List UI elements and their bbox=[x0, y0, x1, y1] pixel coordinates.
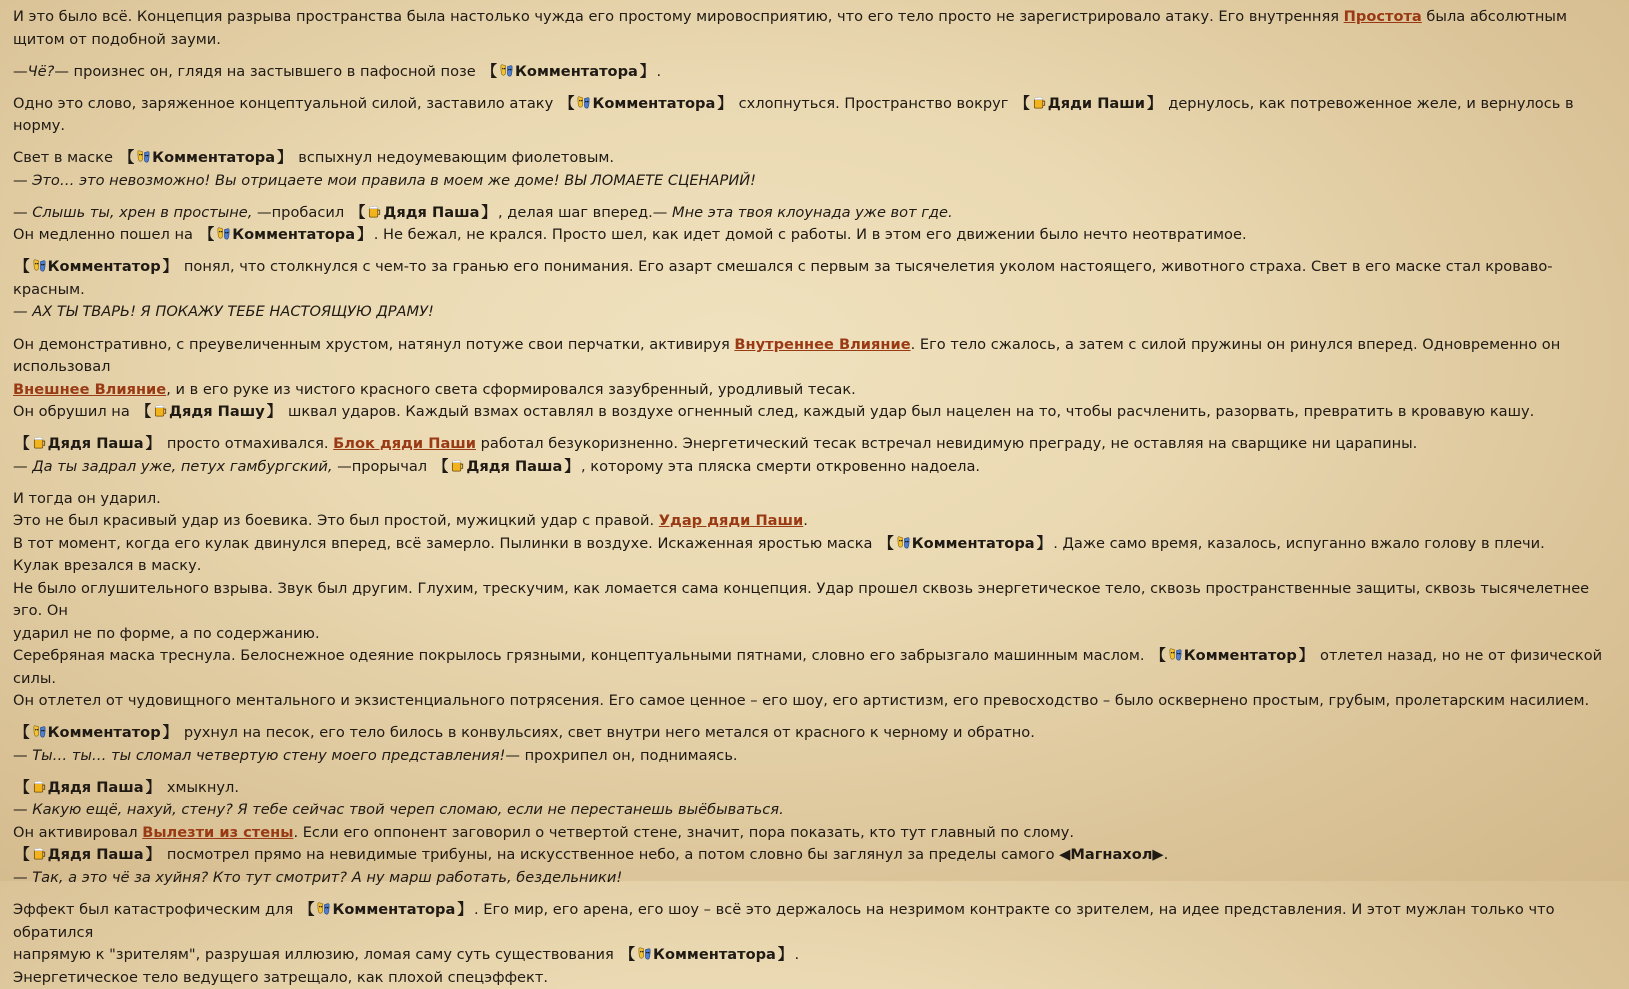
text-run: вспыхнул недоумевающим фиолетовым. bbox=[293, 149, 615, 167]
character-tag-pasha[interactable] bbox=[1013, 95, 1163, 112]
text-line: ударил не по форме, а по содержанию. bbox=[13, 624, 320, 642]
mask-icon bbox=[216, 226, 231, 241]
bracket-close: 】 bbox=[1036, 534, 1052, 552]
text-run: была абсолютным щитом от подобной зауми. bbox=[13, 8, 1567, 48]
bracket-open: 【 bbox=[1015, 94, 1030, 112]
bracket-close: 】 bbox=[777, 946, 793, 964]
paragraph bbox=[13, 147, 1617, 192]
character-name: Дядя Паша bbox=[47, 778, 144, 796]
dialogue-quote: — Слышь ты, хрен в простыне, bbox=[13, 203, 258, 221]
bracket-open: 【 bbox=[199, 226, 215, 244]
dialogue-quote: — Да ты задрал уже, петух гамбургский, bbox=[13, 457, 338, 475]
bracket-close: 】 bbox=[1146, 94, 1162, 112]
character-tag-commentator[interactable] bbox=[298, 901, 474, 918]
character-tag-commentator[interactable] bbox=[118, 149, 294, 166]
text-run: —прорычал bbox=[337, 457, 432, 475]
text-line: Он отлетел от чудовищного ментального и экзистенциального потрясения. Его самое ценное – его шоу, его артистизм, его превосходство – было осквернено простым, грубым, пролетарским насилием. bbox=[13, 692, 1590, 710]
magnahol-tag: ◀Магнахол▶ bbox=[1059, 846, 1164, 864]
character-tag-commentator[interactable] bbox=[198, 226, 374, 243]
dialogue-quote: — Мне эта твоя клоунада уже вот где. bbox=[652, 203, 953, 221]
character-name: Комментатора bbox=[515, 62, 638, 80]
paragraph bbox=[13, 6, 1617, 51]
mask-icon bbox=[136, 149, 151, 164]
character-name: Комментатора bbox=[152, 149, 276, 167]
bracket-open: 【 bbox=[879, 534, 894, 552]
text-run: . bbox=[794, 946, 800, 964]
character-tag-pasha[interactable] bbox=[13, 435, 162, 452]
character-name: Комментатора bbox=[332, 901, 456, 919]
text-run: . bbox=[656, 62, 662, 80]
character-name: Комментатора bbox=[592, 94, 716, 112]
text-run: — bbox=[13, 62, 28, 80]
bracket-open: 【 bbox=[15, 778, 30, 796]
character-name: Комментатора bbox=[653, 946, 776, 964]
text-line: И тогда он ударил. bbox=[13, 489, 161, 507]
text-run: Свет в маске bbox=[13, 149, 118, 167]
text-run: В тот момент, когда его кулак двинулся вперед, всё замерло. Пылинки в воздухе. Искаженная яростью маска bbox=[13, 534, 878, 552]
text-line: Не было оглушительного взрыва. Звук был другим. Глухим, трескучим, как ломается сама концепция. Удар прошел сквозь энергетическое тело, сквозь пространственные защиты, сквозь тысячелетнее эго. Он bbox=[13, 579, 1590, 620]
beer-mug-icon bbox=[1032, 95, 1047, 110]
text-run: Он демонстративно, с преувеличенным хрустом, натянул потуже свои перчатки, активируя bbox=[13, 335, 735, 353]
text-run: . bbox=[1163, 846, 1169, 864]
character-tag-pasha[interactable] bbox=[13, 779, 162, 796]
character-tag-pasha[interactable] bbox=[134, 403, 283, 420]
bracket-close: 】 bbox=[162, 258, 178, 276]
character-tag-commentator[interactable] bbox=[618, 946, 794, 963]
dialogue-quote: — Ты… ты… ты сломал четвертую стену моего представления! bbox=[13, 746, 506, 764]
bracket-open: 【 bbox=[482, 62, 497, 80]
bracket-open: 【 bbox=[1151, 647, 1166, 665]
character-name: Комментатор bbox=[47, 724, 161, 742]
text-run: Эффект был катастрофическим для bbox=[13, 901, 298, 919]
text-run: Он активировал bbox=[13, 823, 143, 841]
paragraph bbox=[13, 256, 1617, 324]
character-tag-pasha[interactable] bbox=[432, 458, 581, 475]
bracket-close: 】 bbox=[481, 203, 497, 221]
character-name: Дядя Пашу bbox=[169, 403, 265, 421]
text-run: понял, что столкнулся с чем-то за гранью его понимания. Его азарт смешался с первым за тысячелетия уколом настоящего, животного страха. Свет в его маске стал кроваво-красным. bbox=[13, 258, 1553, 298]
text-run: отлетел назад, но не от физической силы. bbox=[13, 647, 1603, 687]
beer-mug-icon bbox=[32, 846, 47, 861]
mask-icon bbox=[576, 95, 591, 110]
text-run: , делая шаг вперед. bbox=[498, 203, 653, 221]
skill-link-prostota[interactable]: Простота bbox=[1343, 8, 1422, 25]
text-run: Одно это слово, заряженное концептуальной силой, заставило атаку bbox=[13, 94, 558, 112]
character-name: Комментатор bbox=[1183, 647, 1297, 665]
beer-mug-icon bbox=[32, 779, 47, 794]
text-line: Энергетическое тело ведущего затрещало, как плохой спецэффект. bbox=[13, 968, 548, 986]
dialogue-quote: — Это… это невозможно! Вы отрицаете мои правила в моем же доме! ВЫ ЛОМАЕТЕ СЦЕНАРИЙ! bbox=[13, 171, 757, 189]
bracket-close: 】 bbox=[145, 435, 161, 453]
paragraph bbox=[13, 722, 1617, 767]
text-run: посмотрел прямо на невидимые трибуны, на искусственное небо, а потом словно бы заглянул за пределы самого bbox=[162, 846, 1060, 864]
text-run: рухнул на песок, его тело билось в конвульсиях, свет внутри него метался от красного к черному и обратно. bbox=[179, 724, 1035, 742]
character-name: Комментатор bbox=[47, 258, 161, 276]
text-run: . Не бежал, не крался. Просто шел, как идет домой с работы. И в этом его движении было нечто неотвратимое. bbox=[373, 226, 1247, 244]
character-name: Дядя Паша bbox=[383, 203, 480, 221]
text-run: . Даже само время, казалось, испуганно вжало голову в плечи. bbox=[1053, 534, 1545, 552]
paragraph bbox=[13, 433, 1617, 478]
bracket-close: 】 bbox=[639, 62, 655, 80]
text-run: . Если его оппонент заговорил о четвертой стене, значит, пора показать, кто тут главный по слому. bbox=[293, 823, 1074, 841]
text-run: шквал ударов. Каждый взмах оставлял в воздухе огненный след, каждый удар был нацелен на то, чтобы расчленить, разорвать, превратить в кровавую кашу. bbox=[283, 403, 1535, 421]
bracket-close: 】 bbox=[162, 724, 178, 742]
dialogue-quote: — АХ ТЫ ТВАРЬ! Я ПОКАЖУ ТЕБЕ НАСТОЯЩУЮ ДРАМУ! bbox=[13, 303, 434, 321]
bracket-close: 】 bbox=[357, 226, 372, 244]
dialogue-quote: — Какую ещё, нахуй, стену? Я тебе сейчас твой череп сломаю, если не перестанешь выёбываться. bbox=[13, 801, 784, 819]
text-run: Он обрушил на bbox=[13, 403, 135, 421]
mask-icon bbox=[32, 258, 47, 273]
text-run: напрямую к "зрителям", разрушая иллюзию, ломая саму суть существования bbox=[13, 946, 619, 964]
mask-icon bbox=[316, 901, 331, 916]
mask-icon bbox=[637, 946, 652, 961]
character-tag-commentator[interactable] bbox=[1149, 647, 1315, 664]
dialogue-quote: — Так, а это чё за хуйня? Кто тут смотрит? А ну марш работать, бездельники! bbox=[13, 868, 623, 886]
mask-icon bbox=[32, 724, 47, 739]
text-run: дернулось, как потревоженное желе, и вернулось в норму. bbox=[13, 94, 1574, 135]
bracket-open: 【 bbox=[15, 724, 30, 742]
character-name: Дядя Паша bbox=[466, 457, 563, 475]
text-run: — произнес он, глядя на застывшего в пафосной позе bbox=[54, 62, 481, 80]
character-name: Комментатора bbox=[232, 226, 356, 244]
text-run: Это не был красивый удар из боевика. Это был простой, мужицкий удар с правой. bbox=[13, 512, 659, 530]
paragraph bbox=[13, 93, 1617, 138]
text-run: . bbox=[803, 512, 808, 530]
bracket-open: 【 bbox=[15, 435, 30, 453]
character-tag-commentator[interactable] bbox=[558, 95, 734, 112]
character-tag-pasha[interactable] bbox=[349, 204, 498, 221]
mask-icon bbox=[499, 63, 514, 78]
text-run: Серебряная маска треснула. Белоснежное одеяние покрылось грязными, концептуальными пятнами, словно его забрызгало машинным маслом. bbox=[13, 647, 1150, 665]
bracket-open: 【 bbox=[119, 149, 135, 167]
paragraph bbox=[13, 899, 1617, 989]
text-run: . Его мир, его арена, его шоу – всё это держалось на незримом контракте со зрителем, на идее представления. И этот мужлан только что обратился bbox=[13, 901, 1555, 941]
bracket-close: 】 bbox=[564, 457, 579, 475]
bracket-open: 【 bbox=[433, 457, 449, 475]
text-run: — прохрипел он, поднимаясь. bbox=[505, 746, 738, 764]
bracket-open: 【 bbox=[350, 203, 366, 221]
paragraph bbox=[13, 777, 1617, 890]
text-run: хмыкнул. bbox=[162, 778, 240, 796]
paragraph bbox=[13, 334, 1617, 424]
bracket-open: 【 bbox=[15, 258, 30, 276]
bracket-close: 】 bbox=[266, 403, 282, 421]
bracket-close: 】 bbox=[277, 149, 292, 167]
skill-link-pasha-strike[interactable]: Удар дяди Паши bbox=[658, 512, 804, 530]
text-run: , и в его руке из чистого красного света сформировался зазубренный, уродливый тесак. bbox=[166, 380, 856, 398]
character-name: Дядя Паша bbox=[47, 435, 144, 453]
bracket-close: 】 bbox=[1298, 647, 1314, 665]
text-run: схлопнуться. Пространство вокруг bbox=[733, 94, 1014, 112]
bracket-open: 【 bbox=[299, 901, 315, 919]
beer-mug-icon bbox=[367, 204, 382, 219]
text-run: . Его тело сжалось, а затем с силой пружины он ринулся вперед. Одновременно он использовал bbox=[13, 335, 1561, 376]
character-tag-commentator[interactable] bbox=[877, 535, 1053, 552]
skill-link-pasha-block[interactable]: Блок дяди Паши bbox=[333, 435, 477, 453]
bracket-open: 【 bbox=[559, 94, 575, 112]
bracket-close: 】 bbox=[717, 94, 732, 112]
character-name: Дядя Паша bbox=[47, 846, 144, 864]
mask-icon bbox=[896, 535, 911, 550]
bracket-open: 【 bbox=[620, 946, 636, 964]
character-tag-commentator[interactable] bbox=[13, 258, 179, 275]
bracket-close: 】 bbox=[457, 901, 472, 919]
beer-mug-icon bbox=[450, 458, 465, 473]
character-name: Комментатора bbox=[911, 534, 1035, 552]
text-run: Он медленно пошел на bbox=[13, 226, 198, 244]
paragraph bbox=[13, 61, 1617, 84]
character-name: Дяди Паши bbox=[1047, 94, 1145, 112]
bracket-open: 【 bbox=[136, 403, 152, 421]
skill-link-inner-influence[interactable]: Внутреннее Влияние bbox=[734, 335, 911, 353]
dialogue-quote: Чё? bbox=[27, 62, 55, 80]
paragraph bbox=[13, 488, 1617, 713]
bracket-close: 】 bbox=[145, 778, 161, 796]
text-run: просто отмахивался. bbox=[162, 435, 334, 453]
beer-mug-icon bbox=[153, 403, 168, 418]
character-tag-pasha[interactable] bbox=[13, 846, 162, 863]
skill-link-climb-wall[interactable]: Вылезти из стены bbox=[142, 823, 294, 841]
character-tag-commentator[interactable] bbox=[13, 724, 179, 741]
bracket-open: 【 bbox=[15, 846, 30, 864]
bracket-close: 】 bbox=[145, 846, 161, 864]
text-line: Кулак врезался в маску. bbox=[13, 557, 202, 575]
skill-link-outer-influence[interactable]: Внешнее Влияние bbox=[13, 380, 167, 398]
character-tag-commentator[interactable] bbox=[480, 63, 656, 80]
beer-mug-icon bbox=[32, 435, 47, 450]
text-run: , которому эта пляска смерти откровенно надоела. bbox=[580, 457, 981, 475]
paragraph bbox=[13, 202, 1617, 247]
mask-icon bbox=[1168, 647, 1183, 662]
text-run: работал безукоризненно. Энергетический тесак встречал невидимую преграду, не оставляя на сварщике ни царапины. bbox=[476, 435, 1418, 453]
text-run: И это было всё. Концепция разрыва пространства была настолько чужда его простому мировосприятию, что его тело просто не зарегистрировало атаку. Его внутренняя bbox=[13, 8, 1344, 25]
text-run: —пробасил bbox=[257, 203, 349, 221]
